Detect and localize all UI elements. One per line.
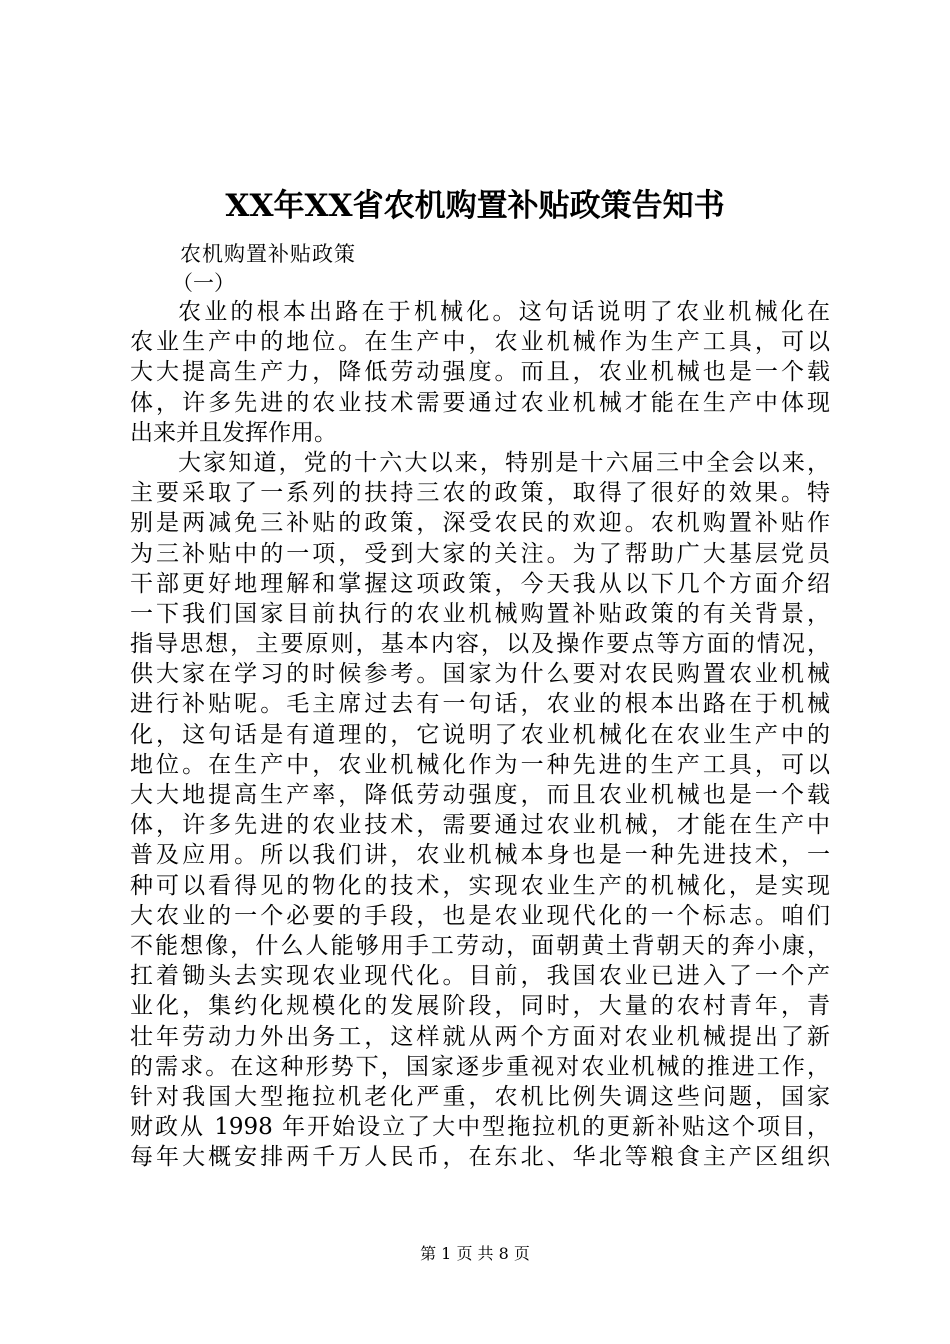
body-line: 壮年劳动力外出务工，这样就从两个方面对农业机械提出了新	[130, 1023, 830, 1050]
body-line: 别是两减免三补贴的政策，深受农民的欢迎。农机购置补贴作	[130, 510, 830, 537]
body-line: 农业生产中的地位。在生产中，农业机械作为生产工具，可以	[130, 329, 830, 356]
page-footer: 第 1 页 共 8 页	[420, 1244, 530, 1263]
body-line: 针对我国大型拖拉机老化严重，农机比例失调这些问题，国家	[130, 1083, 830, 1110]
body-line: 为三补贴中的一项，受到大家的关注。为了帮助广大基层党员	[130, 540, 830, 567]
document-title: XX年XX省农机购置补贴政策告知书	[225, 188, 725, 224]
body-line: 的需求。在这种形势下，国家逐步重视对农业机械的推进工作，	[130, 1053, 830, 1080]
section-number: （一）	[172, 271, 235, 295]
document-subtitle: 农机购置补贴政策	[180, 242, 356, 266]
body-line: 普及应用。所以我们讲，农业机械本身也是一种先进技术，一	[130, 842, 830, 869]
body-line: 农业的根本出路在于机械化。这句话说明了农业机械化在	[178, 299, 830, 325]
body-line: 体，许多先进的农业技术需要通过农业机械才能在生产中体现	[130, 389, 830, 416]
body-line: 业化，集约化规模化的发展阶段，同时，大量的农村青年，青	[130, 993, 830, 1020]
body-line: 地位。在生产中，农业机械化作为一种先进的生产工具，可以	[130, 751, 830, 778]
body-line: 大家知道，党的十六大以来，特别是十六届三中全会以来，	[178, 449, 830, 476]
body-line: 供大家在学习的时候参考。国家为什么要对农民购置农业机械	[130, 661, 830, 688]
body-line: 大大提高生产力，降低劳动强度。而且，农业机械也是一个载	[130, 359, 830, 386]
body-line: 出来并且发挥作用。	[130, 419, 337, 446]
body-line: 主要采取了一系列的扶持三农的政策，取得了很好的效果。特	[130, 480, 830, 507]
body-line: 体，许多先进的农业技术，需要通过农业机械，才能在生产中	[130, 812, 830, 839]
body-line: 化，这句话是有道理的，它说明了农业机械化在农业生产中的	[130, 721, 830, 748]
body-text	[130, 297, 830, 1172]
body-line: 干部更好地理解和掌握这项政策，今天我从以下几个方面介绍	[130, 570, 830, 597]
body-line: 财政从 1998 年开始设立了大中型拖拉机的更新补贴这个项目，	[130, 1114, 830, 1141]
body-line: 大大地提高生产率，降低劳动强度，而且农业机械也是一个载	[130, 782, 830, 808]
body-line: 种可以看得见的物化的技术，实现农业生产的机械化，是实现	[130, 872, 830, 899]
body-line: 扛着锄头去实现农业现代化。目前，我国农业已进入了一个产	[130, 963, 830, 990]
body-line: 每年大概安排两千万人民币，在东北、华北等粮食主产区组织	[130, 1144, 830, 1171]
body-line: 不能想像，什么人能够用手工劳动，面朝黄土背朝天的奔小康，	[130, 932, 830, 959]
body-line: 指导思想，主要原则，基本内容，以及操作要点等方面的情况，	[130, 631, 830, 658]
body-line: 一下我们国家目前执行的农业机械购置补贴政策的有关背景，	[130, 600, 830, 627]
body-line: 大农业的一个必要的手段，也是农业现代化的一个标志。咱们	[130, 902, 830, 929]
body-line: 进行补贴呢。毛主席过去有一句话，农业的根本出路在于机械	[130, 691, 830, 718]
